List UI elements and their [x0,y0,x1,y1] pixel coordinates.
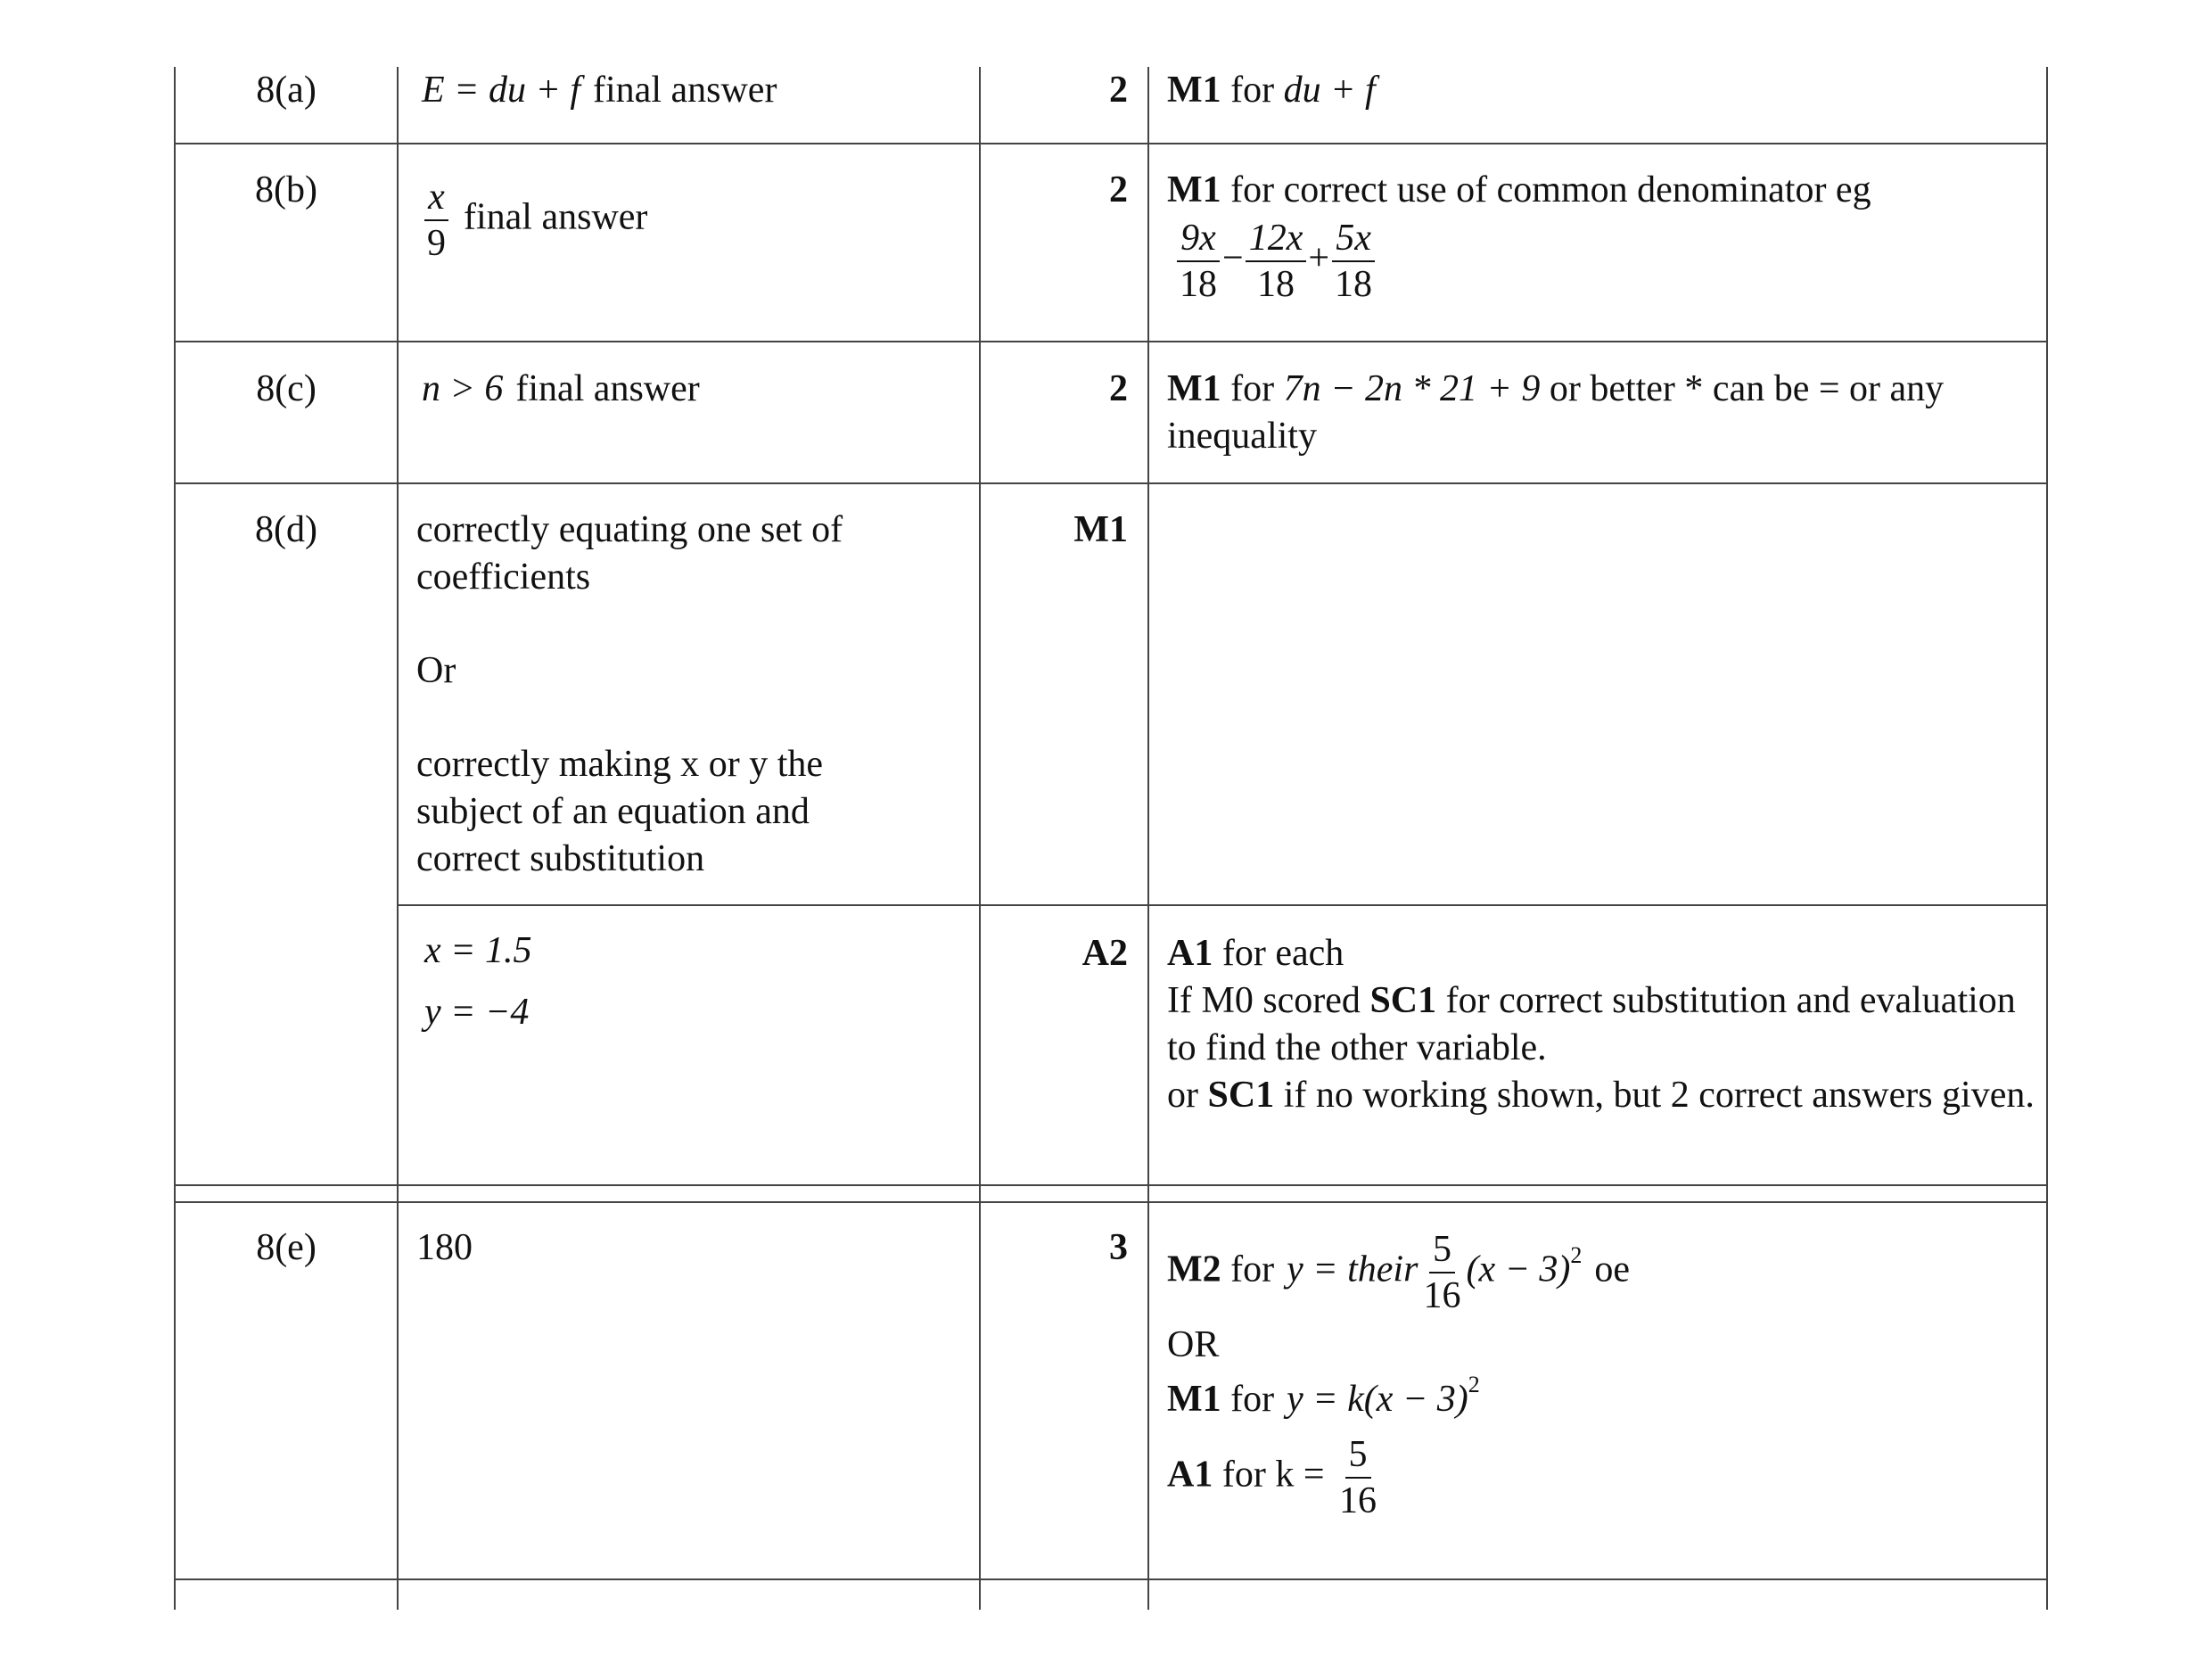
guidance-text: oe [1594,1249,1631,1290]
guidance-text: for correct substitution and evaluation to find the other variable. [1167,980,2016,1068]
answer-x: x = 1.5 [424,930,532,971]
answer-cell [422,366,966,413]
table-border-left [174,67,176,1610]
guidance-text: if no working shown, but 2 correct answers given. [1283,1075,2035,1116]
fraction [1419,1231,1464,1315]
mark-value: A2 [1081,933,1128,974]
table-divider-1 [397,67,399,1610]
mark-code: M1 [1167,368,1221,409]
row-divider [174,1578,2048,1580]
operator: − [1222,237,1244,279]
mark-value: 3 [1109,1227,1128,1268]
method-cell [416,507,916,883]
fraction [1176,219,1221,303]
mark-value: 2 [1109,368,1128,409]
fraction-denominator: 18 [1180,264,1217,305]
answer-cell: 180 [416,1227,473,1268]
fraction-numerator: 9x [1177,219,1220,262]
fraction-denominator: 18 [1335,264,1373,305]
row-divider-partial [397,904,2048,906]
guidance-text: for each [1221,933,1344,974]
fraction-denominator: 16 [1339,1480,1377,1521]
row-divider-double-bottom [174,1201,2048,1203]
table-border-right [2046,67,2048,1610]
guidance-math: du + f [1283,70,1376,111]
guidance-line [1167,1231,2036,1315]
accuracy-answer-cell [424,927,959,1036]
guidance-line [1167,1372,2036,1423]
guidance-line [1167,977,2036,1072]
question-number: 8(a) [256,70,317,111]
guidance-cell [1167,366,2036,460]
mark-value: M1 [1073,509,1128,550]
row-divider [174,143,2048,144]
fraction-numerator: 12x [1246,219,1307,262]
answer-fraction [423,178,449,262]
operator: + [1308,237,1330,279]
mark-code: M1 [1167,70,1221,111]
guidance-cell [1167,167,2036,303]
mark-code: M1 [1167,1379,1221,1420]
mark-code: SC1 [1369,980,1437,1021]
guidance-fractions [1174,219,2036,303]
method-text: correctly equating one set of coefficients [416,509,843,598]
fraction [1331,219,1376,303]
fraction-numerator: 5 [1429,1231,1455,1273]
fraction-denominator: 18 [1257,264,1295,305]
row-divider-double-top [174,1184,2048,1186]
guidance-text: for [1230,368,1275,409]
table-divider-3 [1147,67,1149,1610]
fraction [1336,1436,1380,1520]
exponent: 2 [1570,1241,1583,1268]
guidance-line [1167,1436,2036,1520]
mark-code: A1 [1167,1454,1213,1496]
guidance-text: for k = [1221,1454,1325,1496]
mark-value: 2 [1109,70,1128,111]
mark-code: A1 [1167,933,1213,974]
answer-suffix: final answer [515,368,700,409]
guidance-text: for [1230,70,1275,111]
answer-suffix: final answer [593,70,777,111]
question-number: 8(e) [256,1227,317,1268]
answer-cell [422,178,966,262]
guidance-math: (x − 3) [1466,1249,1571,1290]
guidance-text: or better * can be = or any inequality [1167,368,1945,457]
guidance-line [1167,930,2036,977]
guidance-line [1167,1072,2036,1119]
mark-code: M1 [1167,169,1221,210]
answer-math: n > 6 [422,368,504,409]
guidance-text: for [1230,1249,1275,1290]
table-divider-2 [979,67,981,1610]
guidance-or: OR [1167,1324,1220,1365]
fraction [1246,219,1307,303]
guidance-cell [1167,1231,2036,1520]
guidance-cell [1167,67,2032,114]
fraction-numerator: 5x [1332,219,1375,262]
question-number: 8(c) [256,368,317,409]
guidance-math: y = their [1287,1249,1418,1290]
question-number: 8(b) [255,169,317,210]
mark-code: M2 [1167,1249,1221,1290]
guidance-line [1167,167,2036,214]
guidance-text: or [1167,1075,1198,1116]
answer-y: y = −4 [424,992,530,1033]
fraction-numerator: x [424,178,448,221]
mark-code: SC1 [1207,1075,1275,1116]
guidance-text: for correct use of common denominator eg [1230,169,1871,210]
row-divider [174,341,2048,342]
guidance-math: y = k(x − 3) [1287,1379,1468,1420]
fraction-denominator: 16 [1423,1275,1461,1316]
answer-cell [422,67,966,114]
answer-math: E = du + f [422,70,581,111]
guidance-math: 7n − 2n * 21 + 9 [1283,368,1541,409]
fraction-numerator: 5 [1345,1436,1371,1479]
guidance-text: If M0 scored [1167,980,1361,1021]
mark-value: 2 [1109,169,1128,210]
method-text: correctly making x or y the subject of an equation and correct substitution [416,744,824,879]
row-divider [174,482,2048,484]
exponent: 2 [1468,1372,1480,1397]
method-or: Or [416,650,456,691]
fraction-denominator: 9 [427,223,446,264]
question-number: 8(d) [255,509,317,550]
guidance-text: for [1230,1379,1275,1420]
answer-suffix: final answer [464,196,648,238]
guidance-cell [1167,930,2036,1119]
